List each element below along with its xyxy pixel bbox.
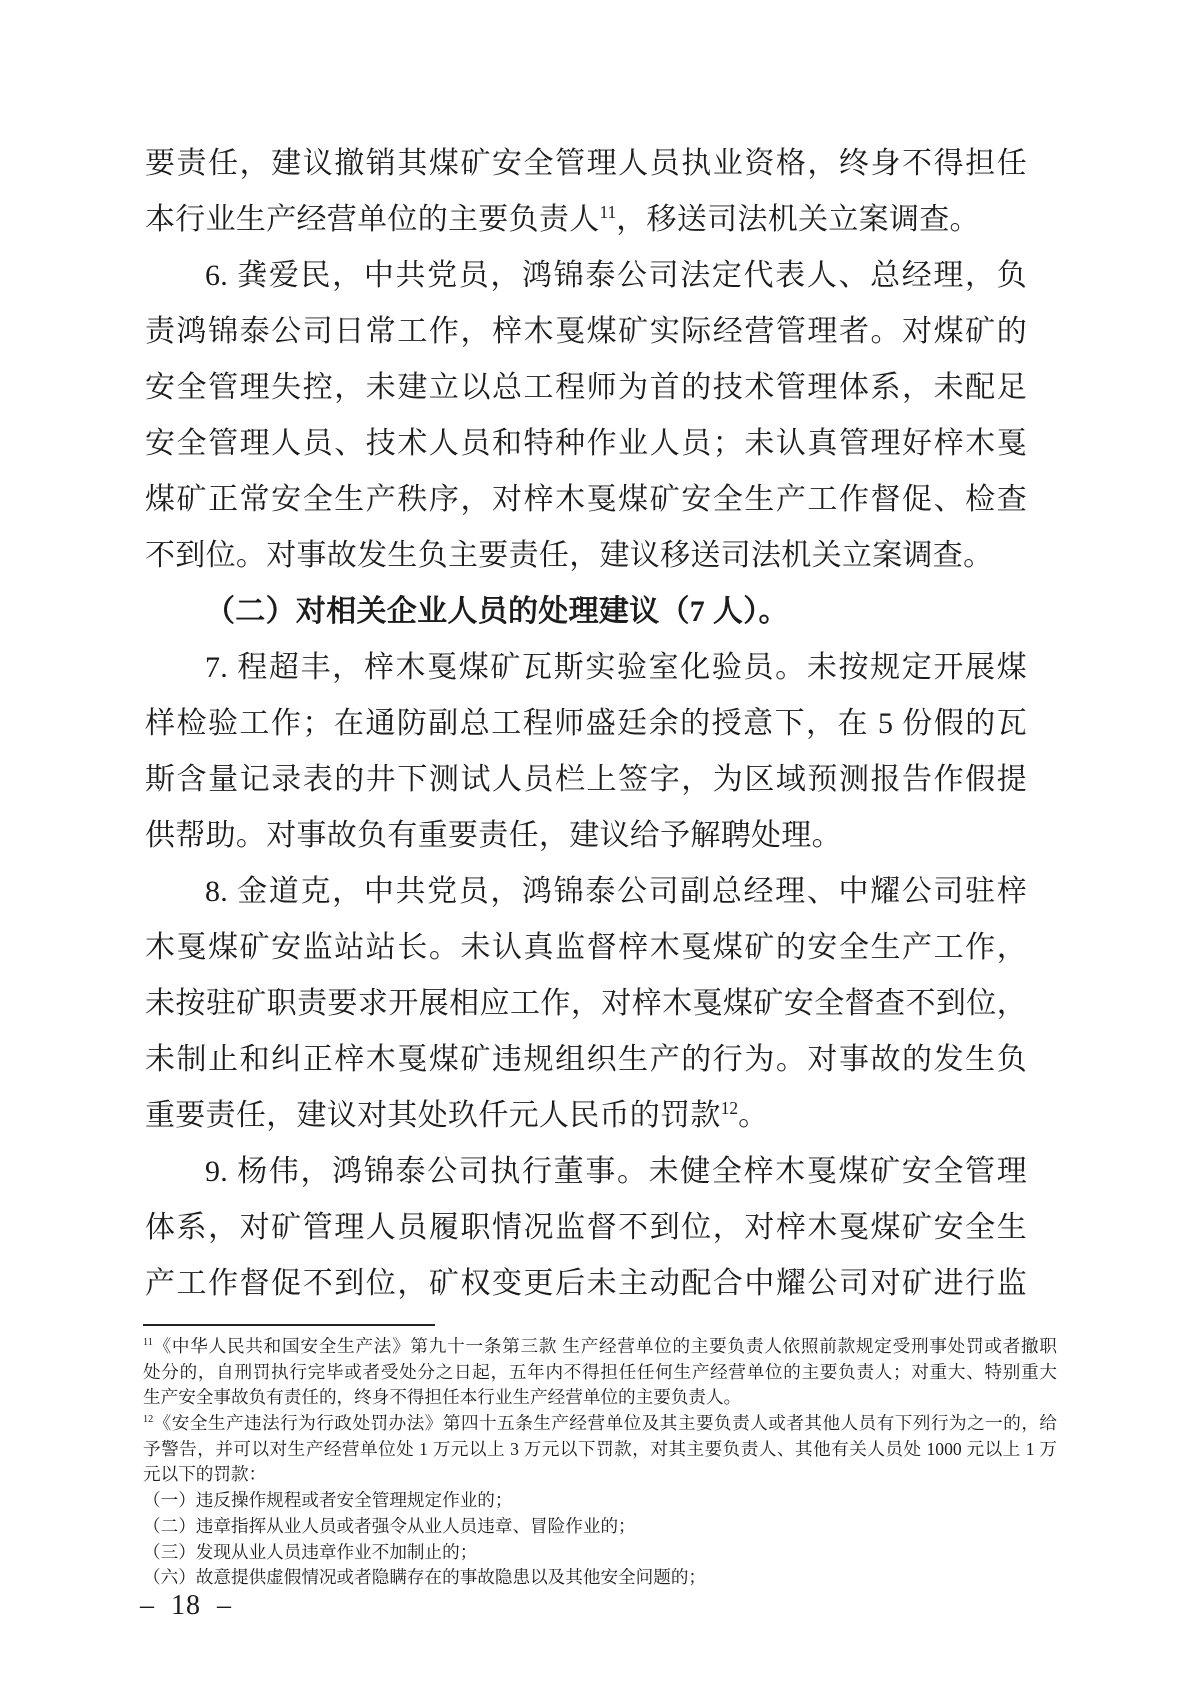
body-line: 9. 杨伟，鸿锦泰公司执行董事。未健全梓木戛煤矿安全管理	[205, 1155, 1027, 1188]
body-line: 样检验工作；在通防副总工程师盛廷余的授意下，在 5 份假的瓦	[145, 707, 1027, 740]
body-text	[145, 136, 1027, 1312]
body-line-text: 本行业生产经营单位的主要负责人	[145, 203, 600, 236]
footnote-line: 生产安全事故负有责任的，终身不得担任本行业生产经营单位的主要负责人。	[143, 1387, 742, 1408]
body-line: 安全管理人员、技术人员和特种作业人员；未认真管理好梓木戛	[145, 427, 1027, 460]
footnotes	[143, 1334, 1057, 1591]
body-line: 木戛煤矿安监站站长。未认真监督梓木戛煤矿的安全生产工作，	[145, 931, 1027, 964]
section-heading: （二）对相关企业人员的处理建议（7 人）。	[205, 595, 789, 628]
body-line: 煤矿正常安全生产秩序，对梓木戛煤矿安全生产工作督促、检查	[145, 483, 1027, 516]
body-line-text: 。	[738, 1099, 769, 1132]
footnote-marker-12: 12	[143, 1414, 154, 1426]
body-line: 体系，对矿管理人员履职情况监督不到位，对梓木戛煤矿安全生	[145, 1211, 1027, 1244]
body-line-text: 重要责任，建议对其处玖仟元人民币的罚款	[145, 1099, 721, 1132]
footnote-line	[143, 1334, 1057, 1360]
body-line: 7. 程超丰，梓木戛煤矿瓦斯实验室化验员。未按规定开展煤	[205, 651, 1027, 684]
body-line	[145, 1088, 1027, 1144]
body-line: 供帮助。对事故负有重要责任，建议给予解聘处理。	[145, 819, 842, 852]
footnote-line: （一）违反操作规程或者安全管理规定作业的；	[143, 1490, 513, 1511]
footnote-line: （三）发现从业人员违章作业不加制止的；	[143, 1541, 478, 1562]
body-line: 8. 金道克，中共党员，鸿锦泰公司副总经理、中耀公司驻梓	[205, 875, 1027, 908]
body-line: 6. 龚爱民，中共党员，鸿锦泰公司法定代表人、总经理，负	[205, 259, 1027, 292]
footnote-line: （六）故意提供虚假情况或者隐瞒存在的事故隐患以及其他安全问题的；	[143, 1567, 707, 1588]
footnote-text: 《安全生产违法行为行政处罚办法》第四十五条生产经营单位及其主要负责人或者其他人员有下列行为之一的，给	[153, 1413, 1057, 1434]
footnote-separator	[143, 1324, 435, 1326]
body-line: 未按驻矿职责要求开展相应工作，对梓木戛煤矿安全督查不到位，	[145, 987, 1027, 1020]
footnote-ref-12: 12	[720, 1098, 739, 1118]
body-line-text: ，移送司法机关立案调查。	[616, 203, 980, 236]
body-line: 安全管理失控，未建立以总工程师为首的技术管理体系，未配足	[145, 371, 1027, 404]
body-line: 责鸿锦泰公司日常工作，梓木戛煤矿实际经营管理者。对煤矿的	[145, 315, 1027, 348]
body-line: 未制止和纠正梓木戛煤矿违规组织生产的行为。对事故的发生负	[145, 1043, 1027, 1076]
footnote-line: 予警告，并可以对生产经营单位处 1 万元以上 3 万元以下罚款，对其主要负责人、其他有关人员处 1000 元以上 1 万	[143, 1438, 1057, 1459]
footnote-marker-11: 11	[143, 1337, 153, 1349]
body-line: 不到位。对事故发生负主要责任，建议移送司法机关立案调查。	[145, 539, 994, 572]
footnote-text: 《中华人民共和国安全生产法》第九十一条第三款 生产经营单位的主要负责人依照前款规定受刑事处罚或者撤职	[152, 1336, 1057, 1356]
body-line: 产工作督促不到位，矿权变更后未主动配合中耀公司对矿进行监	[145, 1267, 1027, 1300]
footnote-ref-11: 11	[599, 202, 617, 222]
footnote-line: （二）违章指挥从业人员或者强令从业人员违章、冒险作业的；	[143, 1515, 636, 1536]
body-line: 斯含量记录表的井下测试人员栏上签字，为区域预测报告作假提	[145, 763, 1027, 796]
footnote-line	[143, 1411, 1057, 1437]
page-number: – 18 –	[140, 1590, 232, 1621]
body-line	[145, 192, 1027, 248]
footnote-line: 元以下的罚款：	[143, 1464, 267, 1485]
body-line: 要责任，建议撤销其煤矿安全管理人员执业资格，终身不得担任	[145, 147, 1027, 180]
footnote-line: 处分的，自刑罚执行完毕或者受处分之日起，五年内不得担任任何生产经营单位的主要负责人；对重大、特别重大	[143, 1361, 1057, 1382]
